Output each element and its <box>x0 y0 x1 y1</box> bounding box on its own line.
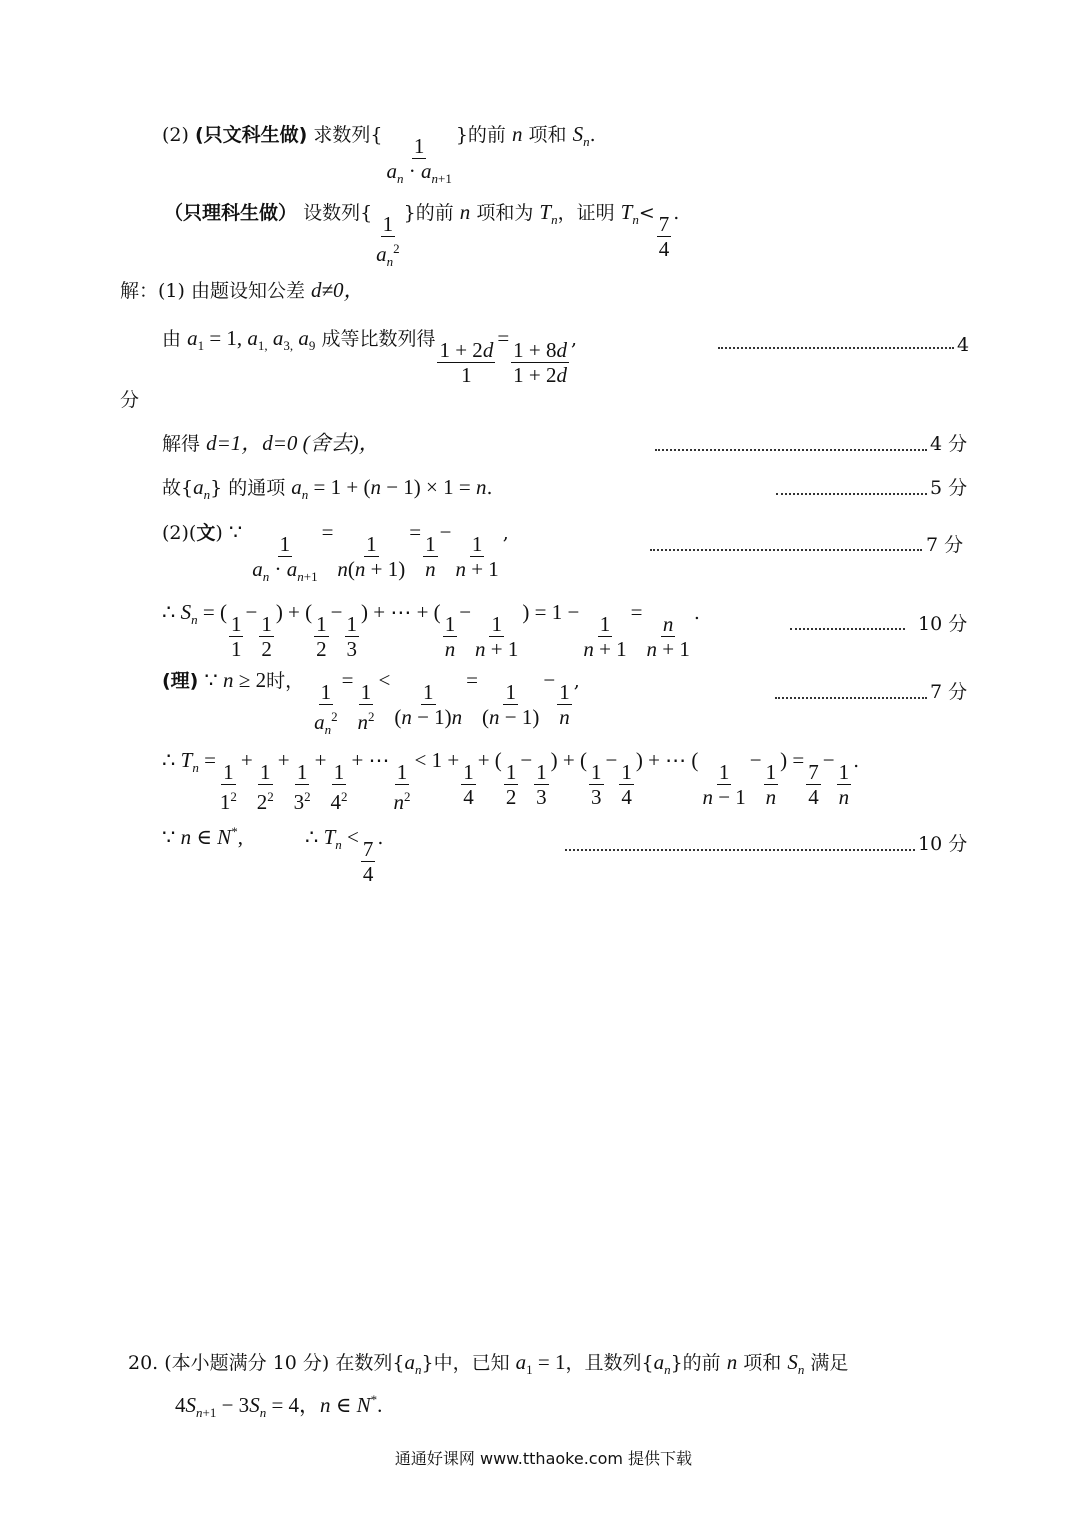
score-leader-dots <box>655 449 927 451</box>
score-10b: 10 分 <box>918 833 968 855</box>
score-5: 5 分 <box>930 477 968 499</box>
fraction-1-over-an-squared: $\frac{1}{a_n^2}$ <box>376 212 400 270</box>
score-7a: 7 分 <box>926 534 964 556</box>
wen-text-a: 求数列{ <box>313 124 383 146</box>
step1-line: 由 $a_1 = 1$, $a_{1,}$ $a_{3,}$ $a_9$ 成等比数列得 $\frac{1 + 2d}{1}$ = $\frac{1 + 8d}{1 + 2d}$ , <box>162 326 578 387</box>
wen-only-tag: (只文科生做) <box>194 124 308 146</box>
score-leader-dots <box>790 628 905 630</box>
score-4a-unit: 分 <box>120 389 140 411</box>
score-leader-dots <box>650 549 922 551</box>
step3-line: 故$\{a_n\}$ 的通项 $a_n = 1 + (n - 1) \times 1 = n$. <box>162 475 493 503</box>
part2-li-line: （只理科生做） 设数列{ $\frac{1}{a_n^2}$ }的前 n 项和为 $T_n$，证明 $T_n<$ $\frac{7}{4}$ . <box>164 200 679 274</box>
li-text-b: }的前 <box>403 202 454 224</box>
tn-sum-line: ∴ $T_n$ = $\frac{1}{1^2}$ + $\frac{1}{2^2}$ + $\frac{1}{3^2}$ + $\frac{1}{4^2}$ + ⋯ $\frac{1}{n^2}$ < 1 + $\frac{1}{4}$ + ( $\frac{1}{2}$ − $\frac{1}{3}$ ) + ( $\frac{1}{3}$ − $\frac{1}{4}$ ) + ⋯ ( $\frac{1}{n - 1}$ − $\frac{1}{n}$ ) = $\frac{7}{4}$ − $\frac{1}{n}$ . <box>162 748 860 814</box>
li-only-tag: （只理科生做） <box>164 202 298 224</box>
wen-step-line: (2)(文) ∵ $\frac{1}{a_n \cdot a_{n+1}}$ = $\frac{1}{n(n + 1)}$ = $\frac{1}{n}$ − $\frac{1}{n + 1}$ , <box>162 520 509 585</box>
problem-number: 20. <box>128 1352 159 1374</box>
fraction-1-over-an-an1: $\frac{1}{a_n \cdot a_{n+1}}$ <box>386 134 452 187</box>
footer-credit: 通通好课网 www.tthaoke.com 提供下载 <box>394 1449 693 1468</box>
fraction-1-plus-2d: $\frac{1 + 2d}{1}$ <box>439 338 494 387</box>
score-4b: 4 分 <box>930 433 968 455</box>
score-leader-dots <box>565 849 915 851</box>
li-text-a: 设数列{ <box>303 202 373 224</box>
li-text-d: ，证明 <box>557 202 615 224</box>
sn-sum-line: ∴ $S_n$ = ( $\frac{1}{1}$ − $\frac{1}{2}$ ) + ( $\frac{1}{2}$ − $\frac{1}{3}$ ) + ⋯ + ( $\frac{1}{n}$ − $\frac{1}{n + 1}$ ) = 1 − $\frac{1}{n + 1}$ = $\frac{n}{n + 1}$ . <box>162 600 700 661</box>
step2-line: 解得 d=1，d=0 (舍去)， <box>162 431 380 455</box>
score-leader-dots <box>718 347 954 349</box>
part2-label: (2) <box>162 124 189 146</box>
conclusion-line: ∵ n ∈ N*, ∴ $T_n$ < $\frac{7}{4}$ . <box>162 824 384 886</box>
wen-text-c: 项和 <box>528 124 567 146</box>
score-4a: 4 <box>957 334 970 356</box>
solution-intro: 解：(1) 由题设知公差 d≠0， <box>120 278 365 302</box>
d-not-zero: d≠0， <box>311 278 365 302</box>
score-leader-dots <box>775 697 927 699</box>
score-leader-dots <box>776 493 927 495</box>
li-step-line: (理) ∵ n ≥ 2时， $\frac{1}{a_n^2}$ = $\frac{1}{n^2}$ < $\frac{1}{(n - 1)n}$ = $\frac{1}{(n - 1)}$ − $\frac{1}{n}$ , <box>162 668 580 738</box>
problem20-line2: $4S_{n+1} - 3S_n = 4$，n ∈ N*. <box>175 1392 383 1421</box>
wen-text-b: }的前 <box>455 124 506 146</box>
li-text-c: 项和为 <box>476 202 534 224</box>
score-10a: 10 分 <box>918 613 968 635</box>
problem20-line1: 20. (本小题满分 10 分) 在数列$\{a_n\}$中，已知 $a_1 = 1$，且数列$\{a_n\}$的前 n 项和 $S_n$ 满足 <box>128 1350 849 1378</box>
part2-wen-line: (2) (只文科生做) 求数列{ $\frac{1}{a_n \cdot a_{n+1}}$ }的前 n 项和 $S_n$. <box>162 122 596 191</box>
score-7b: 7 分 <box>930 681 968 703</box>
fraction-1-plus-8d: $\frac{1 + 8d}{1 + 2d}$ <box>513 338 567 387</box>
